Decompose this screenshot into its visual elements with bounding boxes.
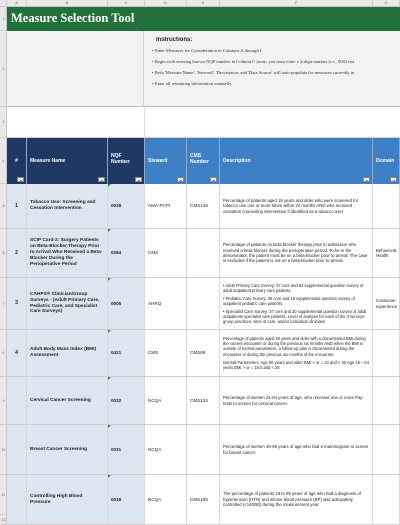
- description-cell[interactable]: [220, 425, 373, 474]
- row-header-10[interactable]: 10: [0, 425, 7, 475]
- gridline: [144, 107, 145, 138]
- description-text: • Adult Primary Care Survey: 37 core and 64 supplemental question survey of adult outpatient primary care patients.: [223, 282, 364, 293]
- instruction-item: • Begin with entering known NQF number in Column C (note: you must enter a 4-digit number (i.e., 0002 not: [152, 59, 355, 64]
- measure-name-cell[interactable]: Breast Cancer Screening: [27, 425, 108, 474]
- instruction-item: • Enter all remaining information manually.: [152, 81, 233, 86]
- domain-cell[interactable]: Consumer experience: [373, 278, 400, 329]
- cms-number-cell[interactable]: CMS165: [187, 475, 220, 524]
- filter-dropdown-icon[interactable]: [98, 177, 105, 182]
- row-number-cell[interactable]: 2: [7, 229, 27, 277]
- description-cell[interactable]: [220, 184, 373, 228]
- steward-cell[interactable]: NCQA: [145, 377, 187, 424]
- nqf-number-cell[interactable]: [108, 278, 145, 329]
- nqf-number-cell[interactable]: [108, 425, 145, 474]
- page-title: Measure Selection Tool: [11, 11, 135, 25]
- column-header-b[interactable]: B: [27, 0, 108, 7]
- cms-number-cell[interactable]: CMS69: [187, 330, 220, 376]
- table-body: [7, 184, 400, 525]
- domain-cell[interactable]: [373, 330, 400, 376]
- description-text: Percentage of women 21-64 years of age, who received one or more Pap tests to screen for cervical cancer.: [223, 395, 363, 406]
- filter-dropdown-icon[interactable]: [210, 177, 217, 182]
- comment-indicator-icon: [108, 229, 111, 232]
- domain-cell[interactable]: Behavioral Health: [373, 229, 400, 277]
- header-description[interactable]: [220, 138, 373, 184]
- nqf-number-value: 0421: [111, 350, 122, 356]
- nqf-number-value: 0284: [111, 250, 122, 256]
- row-number-cell[interactable]: 3: [7, 278, 27, 329]
- comment-indicator-icon: [108, 377, 111, 380]
- instruction-item: • Enter Measures for Consideration in Columns A through I.: [152, 48, 263, 53]
- table-row: [7, 184, 400, 229]
- header-cms-number[interactable]: [187, 138, 220, 184]
- instructions-panel: [7, 31, 400, 107]
- row-header-1[interactable]: 1: [0, 7, 7, 31]
- row-number-cell[interactable]: 1: [7, 184, 27, 228]
- row-header-12[interactable]: 12: [0, 515, 7, 525]
- nqf-number-cell[interactable]: [108, 475, 145, 524]
- nqf-number-value: 0028: [111, 203, 122, 209]
- column-header-d[interactable]: D: [145, 0, 187, 7]
- row-header-8[interactable]: 8: [0, 330, 7, 377]
- cms-number-cell[interactable]: CMS138: [187, 184, 220, 228]
- row-header-11[interactable]: 11: [0, 475, 7, 515]
- steward-cell[interactable]: AHRQ: [145, 278, 187, 329]
- row-header-7[interactable]: 7: [0, 278, 7, 330]
- row-number-cell[interactable]: [7, 425, 27, 474]
- nqf-number-cell[interactable]: [108, 184, 145, 228]
- title-bar: [7, 7, 400, 31]
- cms-number-cell[interactable]: CMS124: [187, 377, 220, 424]
- filter-dropdown-icon[interactable]: [177, 177, 184, 182]
- row-header-4[interactable]: 4: [0, 138, 7, 184]
- table-header-row: [7, 138, 400, 184]
- cms-number-cell[interactable]: [187, 229, 220, 277]
- measure-name-cell[interactable]: CAHPS® Clinician/Group Surveys - (Adult Primary Care, Pediatric Care, and Specialist Care Surveys): [27, 278, 108, 329]
- domain-cell[interactable]: [373, 475, 400, 524]
- measure-name-cell[interactable]: Cervical Cancer Screening: [27, 377, 108, 424]
- header-steward[interactable]: [145, 138, 187, 184]
- header-domain-label: Domain: [376, 158, 395, 164]
- column-header-f[interactable]: F: [220, 0, 373, 7]
- header-number[interactable]: [7, 138, 27, 184]
- description-cell[interactable]: [220, 475, 373, 524]
- column-header-strip: [0, 0, 400, 7]
- description-cell[interactable]: [220, 229, 373, 277]
- row-header-3[interactable]: 3: [0, 107, 7, 138]
- domain-cell[interactable]: [373, 184, 400, 228]
- instructions-text[interactable]: [152, 37, 400, 92]
- row-header-5[interactable]: 5: [0, 184, 7, 229]
- comment-indicator-icon: [108, 475, 111, 478]
- description-text: Normal Parameters: Age 65 years and older BMI > or = 23 and < 30 Age 18 – 64 years BMI > or = 18.5 and < 25: [223, 359, 369, 370]
- row-number-cell[interactable]: [7, 475, 27, 524]
- column-header-g[interactable]: G: [373, 0, 400, 7]
- filter-dropdown-icon[interactable]: [363, 177, 370, 182]
- nqf-number-value: 0032: [111, 397, 122, 403]
- measure-name-cell[interactable]: Tobacco Use: Screening and Cessation Intervention: [27, 184, 108, 228]
- filter-dropdown-icon[interactable]: [390, 177, 397, 182]
- column-header-e[interactable]: E: [187, 0, 220, 7]
- description-text: The percentage of patients 18 to 85 years of age who had a diagnosis of hypertension (HTN) and whose blood pressure (BP) was adequately controlled (<140/90) during the measurement year.: [223, 491, 361, 508]
- domain-cell[interactable]: [373, 377, 400, 424]
- steward-cell[interactable]: NCQA: [145, 425, 187, 474]
- header-measure-name-label: Measure Name: [30, 158, 66, 164]
- nqf-number-value: 0031: [111, 446, 122, 452]
- header-nqf-number-label: NQF Number: [111, 153, 130, 165]
- description-cell[interactable]: [220, 377, 373, 424]
- description-text: Percentage of women 40-69 years of age who had a mammogram to screen for breast cancer.: [223, 444, 369, 455]
- row-number-cell[interactable]: [7, 377, 27, 424]
- comment-indicator-icon: [108, 425, 111, 428]
- nqf-number-cell[interactable]: [108, 330, 145, 376]
- description-text: Percentage of patients aged 18 years and older who were screened for tobacco use one or more times within 24 months AND who received cessation counseling intervention if identified as a tobacco user: [223, 197, 359, 214]
- description-text: • Specialist Care Survey: 37 core and 20 supplemental question survey of adult outpatients specialist care patients. Level of analysis for each of the 3 surveys: group practices, sites of care, and/or individual clinicians: [223, 309, 367, 325]
- steward-cell[interactable]: NCQA: [145, 475, 187, 524]
- measure-name-cell[interactable]: Controlling High Blood Pressure: [27, 475, 108, 524]
- row-header-2[interactable]: 2: [0, 31, 7, 107]
- nqf-number-cell[interactable]: [108, 229, 145, 277]
- column-header-c[interactable]: C: [108, 0, 145, 7]
- steward-cell[interactable]: CMS: [145, 229, 187, 277]
- header-description-label: Description: [223, 158, 251, 164]
- nqf-number-value: 0018: [111, 496, 122, 502]
- filter-dropdown-icon[interactable]: [17, 177, 24, 182]
- filter-dropdown-icon[interactable]: [135, 177, 142, 182]
- row-number-cell[interactable]: 4: [7, 330, 27, 376]
- description-text: Percentage of patients on beta blocker therapy prior to admission who received a beta blocker during the perioperative period. To be in the denominator, the patient must be on a beta-blocker prior to arrival. The case is excluded if the patient is not on a beta-blocker prior to arrival.: [223, 242, 368, 264]
- table-row: [7, 229, 400, 278]
- row-header-9[interactable]: 9: [0, 377, 7, 425]
- steward-cell[interactable]: CMS: [145, 330, 187, 376]
- select-all-corner[interactable]: [0, 0, 7, 7]
- description-cell[interactable]: [220, 278, 373, 329]
- header-number-label: #: [15, 158, 18, 164]
- table-row: [7, 425, 400, 475]
- cms-number-cell[interactable]: [187, 278, 220, 329]
- table-row: [7, 475, 400, 525]
- instructions-heading: Instructions:: [156, 37, 193, 43]
- table-row: [7, 278, 400, 330]
- description-cell[interactable]: [220, 330, 373, 376]
- blank-row[interactable]: [7, 107, 400, 138]
- description-text: • Pediatric Care Survey: 36 core and 16 supplemental question survey of outpatient pediatric care patients.: [223, 295, 355, 306]
- description-text: Percentage of patients aged 18 years and older with a documented BMI during the current encounter or during the previous six months AND when the BMI is outside of normal parameters, a follow-up plan is documented during the encounter or during the previous six months of the encounter.: [223, 336, 366, 357]
- nqf-number-value: 0005: [111, 300, 122, 306]
- measure-name-cell[interactable]: Adult Body Mass Index (BMI) Assessment: [27, 330, 108, 376]
- instructions-blank-cell[interactable]: [7, 31, 144, 107]
- header-domain[interactable]: [373, 138, 400, 184]
- measure-name-cell[interactable]: SCIP Card-2: Surgery Patients on Beta-Blocker Therapy Prior to Arrival Who Received a Beta-Blocker During the Perioperative Period: [27, 229, 108, 277]
- header-measure-name[interactable]: [27, 138, 108, 184]
- steward-cell[interactable]: AMA-PCPI: [145, 184, 187, 228]
- instruction-item: • Both 'Measure Name', 'Steward', 'Description, and 'Data Source' will auto-populate for measures currently in: [152, 70, 355, 75]
- row-header-strip: [0, 7, 7, 525]
- comment-indicator-icon: [108, 278, 111, 281]
- header-steward-label: Steward: [148, 158, 168, 164]
- column-header-a[interactable]: A: [7, 0, 27, 7]
- row-header-6[interactable]: 6: [0, 229, 7, 278]
- comment-indicator-icon: [108, 330, 111, 333]
- comment-indicator-icon: [108, 184, 111, 187]
- table-row: [7, 377, 400, 425]
- nqf-number-cell[interactable]: [108, 377, 145, 424]
- cms-number-cell[interactable]: [187, 425, 220, 474]
- table-row: [7, 330, 400, 377]
- domain-cell[interactable]: [373, 425, 400, 474]
- header-nqf-number[interactable]: [108, 138, 145, 184]
- header-cms-number-label: CMS Number: [190, 153, 209, 165]
